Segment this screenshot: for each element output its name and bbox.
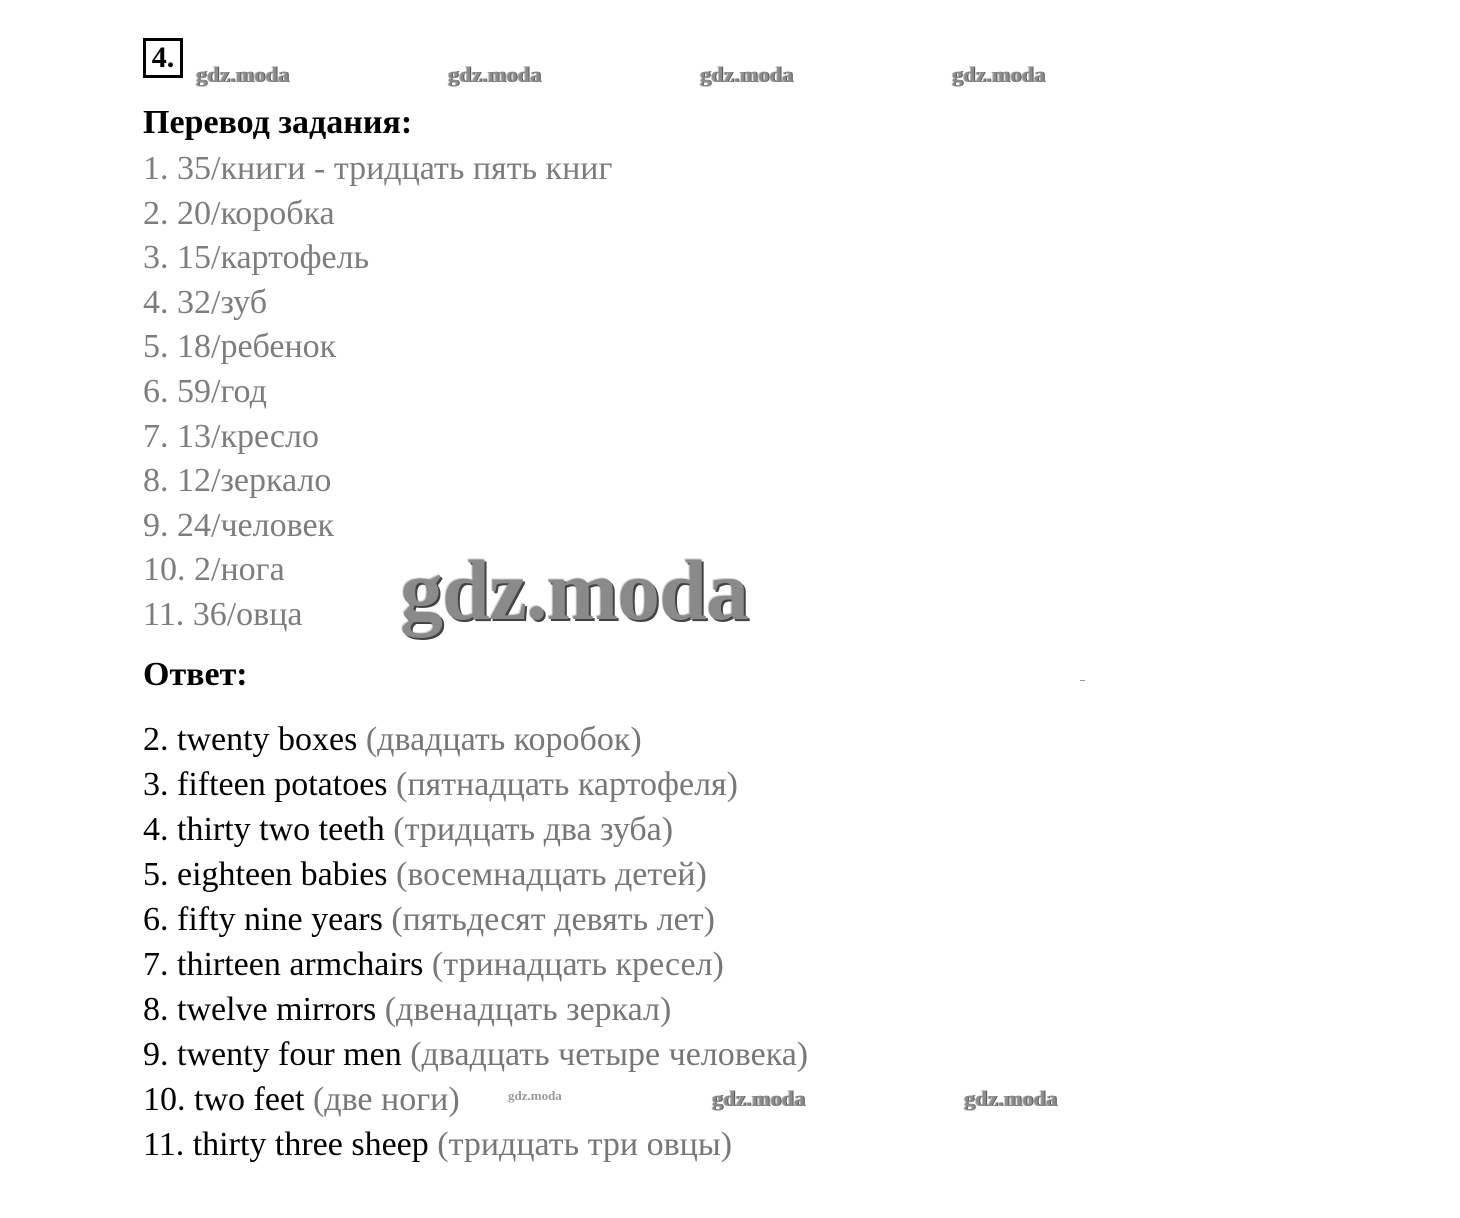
list-item: 4. 32/зуб xyxy=(143,283,268,321)
answer-english: 7. thirteen armchairs xyxy=(143,946,424,983)
list-item: 5. 18/ребенок xyxy=(143,328,337,366)
list-item xyxy=(143,717,808,762)
answer-english: 2. twenty boxes xyxy=(143,721,358,758)
divider xyxy=(1080,680,1085,681)
answer-russian: (восемнадцать детей) xyxy=(396,856,707,893)
answer-russian: (тридцать два зуба) xyxy=(393,811,674,848)
list-item xyxy=(143,1077,808,1122)
list-item: 2. 20/коробка xyxy=(143,194,335,232)
answer-russian: (двадцать четыре человека) xyxy=(410,1036,809,1073)
list-item: 8. 12/зеркало xyxy=(143,462,332,500)
list-item: 10. 2/нога xyxy=(143,551,285,589)
answer-english: 9. twenty four men xyxy=(143,1036,402,1073)
answer-russian: (пятьдесят девять лет) xyxy=(391,901,715,938)
list-item: 3. 15/картофель xyxy=(143,239,370,277)
watermark: gdz.moda xyxy=(712,1086,806,1111)
answer-russian: (тридцать три овцы) xyxy=(437,1126,733,1163)
answer-russian: (двенадцать зеркал) xyxy=(384,991,672,1028)
answer-russian: (пятнадцать картофеля) xyxy=(396,766,739,803)
list-item xyxy=(143,807,808,852)
list-item xyxy=(143,852,808,897)
answer-english: 3. fifteen potatoes xyxy=(143,766,388,803)
answer-heading: Ответ: xyxy=(143,656,248,693)
answer-list xyxy=(143,717,808,1167)
watermark: gdz.moda xyxy=(508,1088,562,1103)
watermark: gdz.moda xyxy=(700,62,794,87)
list-item: 11. 36/овца xyxy=(143,595,303,633)
answer-english: 8. twelve mirrors xyxy=(143,991,377,1028)
list-item xyxy=(143,942,808,987)
answer-english: 5. eighteen babies xyxy=(143,856,388,893)
answer-russian: (двадцать коробок) xyxy=(365,721,642,758)
answer-english: 6. fifty nine years xyxy=(143,901,383,938)
list-item xyxy=(143,762,808,807)
task-number: 4. xyxy=(143,38,183,78)
list-item xyxy=(143,1122,808,1167)
list-item xyxy=(143,1032,808,1077)
watermark: gdz.moda xyxy=(964,1086,1058,1111)
answer-english: 10. two feet xyxy=(143,1081,305,1118)
answer-english: 4. thirty two teeth xyxy=(143,811,385,848)
watermark: gdz.moda xyxy=(448,62,542,87)
list-item: 7. 13/кресло xyxy=(143,417,319,455)
list-item: 1. 35/книги - тридцать пять книг xyxy=(143,150,613,187)
watermark: gdz.moda xyxy=(952,62,1046,87)
list-item xyxy=(143,897,808,942)
list-item xyxy=(143,987,808,1032)
answer-english: 11. thirty three sheep xyxy=(143,1126,429,1163)
translation-heading: Перевод задания: xyxy=(143,104,413,141)
answer-russian: (две ноги) xyxy=(312,1081,460,1118)
watermark-large: gdz.moda xyxy=(400,542,748,638)
answer-russian: (тринадцать кресел) xyxy=(431,946,724,983)
list-item: 6. 59/год xyxy=(143,372,267,410)
list-item: 9. 24/человек xyxy=(143,506,335,544)
watermark: gdz.moda xyxy=(196,62,290,87)
